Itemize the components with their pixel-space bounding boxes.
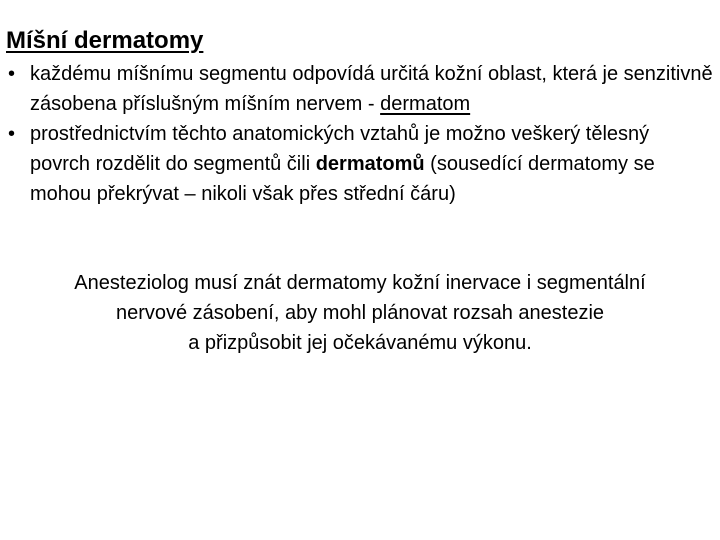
bullet-highlight-term: dermatomů — [315, 153, 425, 175]
note-line: a přizpůsobit jej očekávanému výkonu. — [188, 332, 532, 354]
bullet-item — [6, 119, 714, 209]
note-line: nervové zásobení, aby mohl plánovat rozsah anestezie — [115, 302, 605, 324]
bullet-item — [6, 59, 714, 119]
bullet-text — [30, 123, 655, 205]
bullet-text-before: každému míšnímu segmentu odpovídá určitá kožní oblast, která je senzitivně zásobena příslušným míšním nervem - — [30, 63, 713, 115]
slide-title: Míšní dermatomy — [6, 27, 204, 54]
anesthesiologist-note — [10, 268, 710, 358]
bullet-text-after: (sousedící dermatomy se mohou překrývat – nikoli však přes střední čáru) — [30, 153, 655, 205]
bullet-list — [6, 59, 714, 209]
bullet-highlight-term: dermatom — [380, 93, 471, 115]
bullet-text-before: prostřednictvím těchto anatomických vztahů je možno veškerý tělesný povrch rozdělit do segmentů čili — [30, 123, 650, 175]
bullet-text — [30, 63, 713, 115]
bullet-marker: • — [8, 123, 16, 145]
note-line: Anesteziolog musí znát dermatomy kožní inervace i segmentální — [74, 272, 646, 294]
bullet-marker: • — [8, 63, 16, 85]
